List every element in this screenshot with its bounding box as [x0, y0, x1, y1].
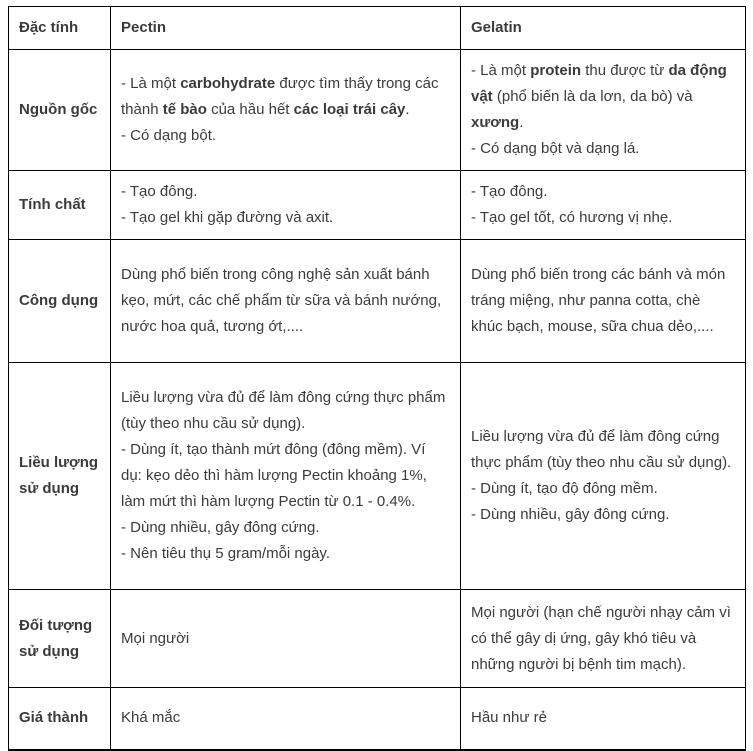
table-row-target-users	[9, 590, 746, 688]
gelatin-cell: Hầu như rẻ	[461, 688, 746, 750]
header-cell-gelatin: Gelatin	[461, 7, 746, 50]
row-label: Liều lượng sử dụng	[9, 363, 111, 590]
pectin-cell: Liều lượng vừa đủ để làm đông cứng thực phẩm (tùy theo nhu cầu sử dụng). - Dùng ít, tạo thành mứt đông (đông mềm). Ví dụ: kẹo dẻo thì hàm lượng Pectin khoảng 1%, làm mứt thì hàm lượng Pectin từ 0.1 - 0.4%. - Dùng nhiều, gây đông cứng. - Nên tiêu thụ 5 gram/mỗi ngày.	[111, 363, 461, 590]
table-row-origin	[9, 50, 746, 171]
gelatin-cell: Mọi người (hạn chế người nhạy cảm vì có thể gây dị ứng, gây khó tiêu và những người bị bệnh tim mạch).	[461, 590, 746, 688]
header-cell-characteristic: Đặc tính	[9, 7, 111, 50]
gelatin-cell: Dùng phổ biến trong các bánh và món tráng miệng, như panna cotta, chè khúc bạch, mouse, sữa chua dẻo,....	[461, 240, 746, 363]
pectin-cell: - Tạo đông. - Tạo gel khi gặp đường và axit.	[111, 171, 461, 240]
gelatin-cell: - Là một protein thu được từ da động vật (phổ biến là da lơn, da bò) và xương. - Có dạng bột và dạng lá.	[461, 50, 746, 171]
table-row-uses	[9, 240, 746, 363]
pectin-cell: Dùng phổ biến trong công nghệ sản xuất bánh kẹo, mứt, các chế phẩm từ sữa và bánh nướng, nước hoa quả, tương ớt,....	[111, 240, 461, 363]
gelatin-cell: - Tạo đông. - Tạo gel tốt, có hương vị nhẹ.	[461, 171, 746, 240]
row-label: Nguồn gốc	[9, 50, 111, 171]
header-cell-pectin: Pectin	[111, 7, 461, 50]
row-label: Đối tượng sử dụng	[9, 590, 111, 688]
comparison-table	[8, 6, 746, 751]
table-row-properties	[9, 171, 746, 240]
row-label: Tính chất	[9, 171, 111, 240]
row-label: Công dụng	[9, 240, 111, 363]
row-label: Giá thành	[9, 688, 111, 750]
header-row	[9, 7, 746, 50]
pectin-cell: - Là một carbohydrate được tìm thấy trong các thành tế bào của hầu hết các loại trái cây. - Có dạng bột.	[111, 50, 461, 171]
table-row-dosage	[9, 363, 746, 590]
pectin-cell: Mọi người	[111, 590, 461, 688]
pectin-cell: Khá mắc	[111, 688, 461, 750]
gelatin-cell: Liều lượng vừa đủ để làm đông cứng thực phẩm (tùy theo nhu cầu sử dụng). - Dùng ít, tạo độ đông mềm. - Dùng nhiều, gây đông cứng.	[461, 363, 746, 590]
table-row-price	[9, 688, 746, 750]
